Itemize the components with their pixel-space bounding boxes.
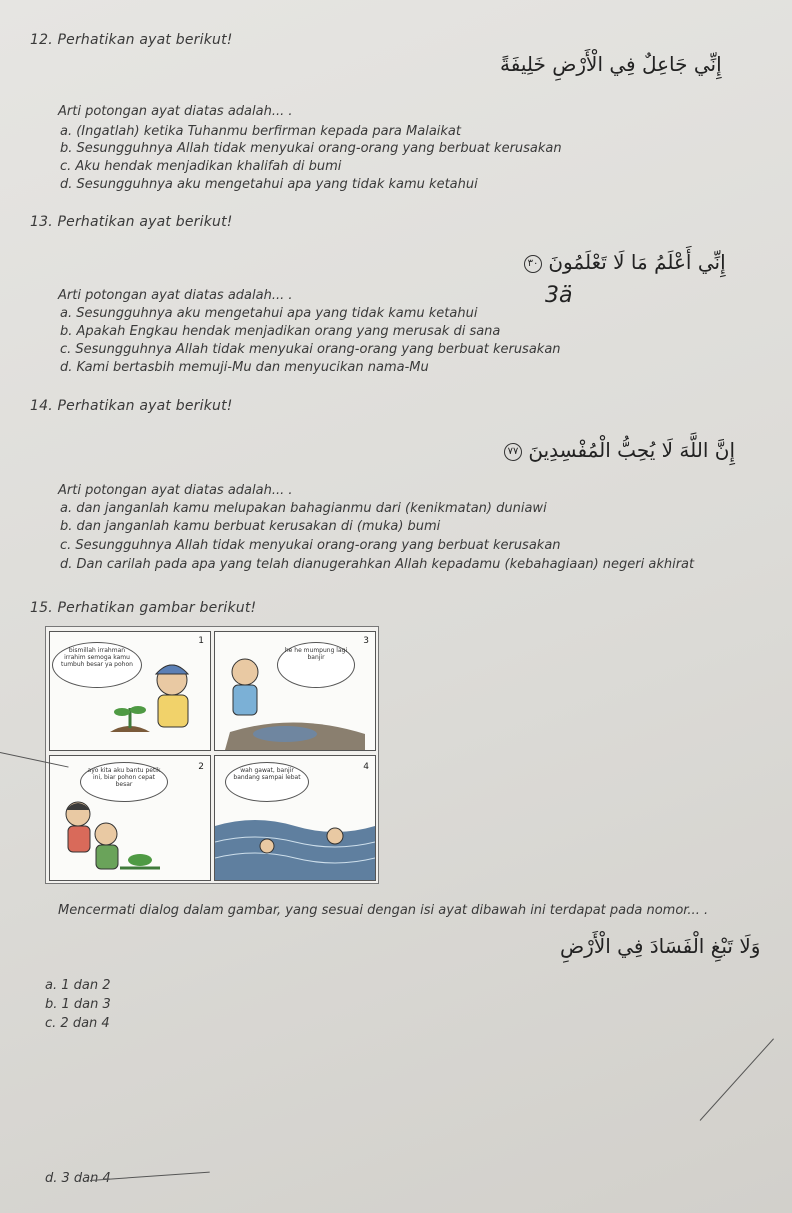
q14-arabic-text: إِنَّ اللَّهَ لَا يُحِبُّ الْمُفْسِدِينَ xyxy=(528,438,736,462)
q13-option-d[interactable]: d. Kami bertasbih memuji-Mu dan menyucikan nama-Mu xyxy=(60,360,429,375)
q12-arabic-verse: إِنِّي جَاعِلٌ فِي الْأَرْضِ خَلِيفَةً xyxy=(500,52,722,76)
ayah-number-badge: ٣٠ xyxy=(524,255,542,273)
boy-littering-illustration xyxy=(215,632,375,750)
q13-handwritten-note: 3ä xyxy=(545,283,573,308)
pencil-stroke xyxy=(700,1038,774,1120)
q15-option-d[interactable]: d. 3 dan 4 xyxy=(45,1171,111,1186)
q15-heading: 15. Perhatikan gambar berikut! xyxy=(30,600,257,616)
q14-arabic-verse xyxy=(500,438,735,462)
speech-bubble: ayo kita aku bantu petik ini, biar pohon cepat besar xyxy=(80,762,168,802)
speech-bubble: wah gawat, banjir bandang sampai lebat xyxy=(225,762,309,802)
comic-panel-4 xyxy=(214,755,376,881)
flood-illustration xyxy=(215,756,375,880)
comic-strip xyxy=(45,626,379,884)
q13-arabic-text: إِنِّي أَعْلَمُ مَا لَا تَعْلَمُونَ xyxy=(548,250,726,274)
panel-number: 4 xyxy=(363,762,369,772)
q12-option-b[interactable]: b. Sesungguhnya Allah tidak menyukai orang-orang yang berbuat kerusakan xyxy=(60,141,562,156)
q12-option-d[interactable]: d. Sesungguhnya aku mengetahui apa yang tidak kamu ketahui xyxy=(60,177,478,192)
comic-panel-1 xyxy=(49,631,211,751)
comic-panel-2 xyxy=(49,755,211,881)
q14-option-c[interactable]: c. Sesungguhnya Allah tidak menyukai orang-orang yang berbuat kerusakan xyxy=(60,538,561,553)
q14-option-a[interactable]: a. dan janganlah kamu melupakan bahagianmu dari (kenikmatan) duniawi xyxy=(60,501,547,516)
q12-stem: Arti potongan ayat diatas adalah... . xyxy=(58,104,293,119)
q15-option-a[interactable]: a. 1 dan 2 xyxy=(45,978,111,993)
boy-planting-illustration xyxy=(50,632,210,750)
q13-heading: 13. Perhatikan ayat berikut! xyxy=(30,214,233,230)
q14-heading: 14. Perhatikan ayat berikut! xyxy=(30,398,233,414)
comic-panel-3 xyxy=(214,631,376,751)
q14-option-d[interactable]: d. Dan carilah pada apa yang telah dianugerahkan Allah kepadamu (kebahagiaan) negeri akhirat xyxy=(60,557,695,572)
q12-option-a[interactable]: a. (Ingatlah) ketika Tuhanmu berfirman kepada para Malaikat xyxy=(60,124,461,139)
q13-arabic-verse xyxy=(520,250,726,274)
q14-stem: Arti potongan ayat diatas adalah... . xyxy=(58,483,293,498)
q15-option-b[interactable]: b. 1 dan 3 xyxy=(45,997,111,1012)
speech-bubble: bismillah irrahman irrahim semoga kamu tumbuh besar ya pohon xyxy=(52,642,142,688)
q13-option-b[interactable]: b. Apakah Engkau hendak menjadikan orang yang merusak di sana xyxy=(60,324,501,339)
ayah-number-badge: ٧٧ xyxy=(504,443,522,461)
q15-stem: Mencermati dialog dalam gambar, yang sesuai dengan isi ayat dibawah ini terdapat pada nomor... . xyxy=(58,903,709,918)
q15-option-c[interactable]: c. 2 dan 4 xyxy=(45,1016,110,1031)
q13-stem: Arti potongan ayat diatas adalah... . xyxy=(58,288,293,303)
q12-option-c[interactable]: c. Aku hendak menjadikan khalifah di bumi xyxy=(60,159,342,174)
panel-number: 3 xyxy=(363,636,369,646)
q13-option-c[interactable]: c. Sesungguhnya Allah tidak menyukai orang-orang yang berbuat kerusakan xyxy=(60,342,561,357)
q13-option-a[interactable]: a. Sesungguhnya aku mengetahui apa yang tidak kamu ketahui xyxy=(60,306,478,321)
panel-number: 1 xyxy=(198,636,204,646)
q15-arabic-verse: وَلَا تَبْغِ الْفَسَادَ فِي الْأَرْضِ xyxy=(560,934,761,958)
children-watering-illustration xyxy=(50,756,210,880)
speech-bubble: he he mumpung lagi banjir xyxy=(277,642,355,688)
panel-number: 2 xyxy=(198,762,204,772)
q12-heading: 12. Perhatikan ayat berikut! xyxy=(30,32,233,48)
q14-option-b[interactable]: b. dan janganlah kamu berbuat kerusakan di (muka) bumi xyxy=(60,519,441,534)
